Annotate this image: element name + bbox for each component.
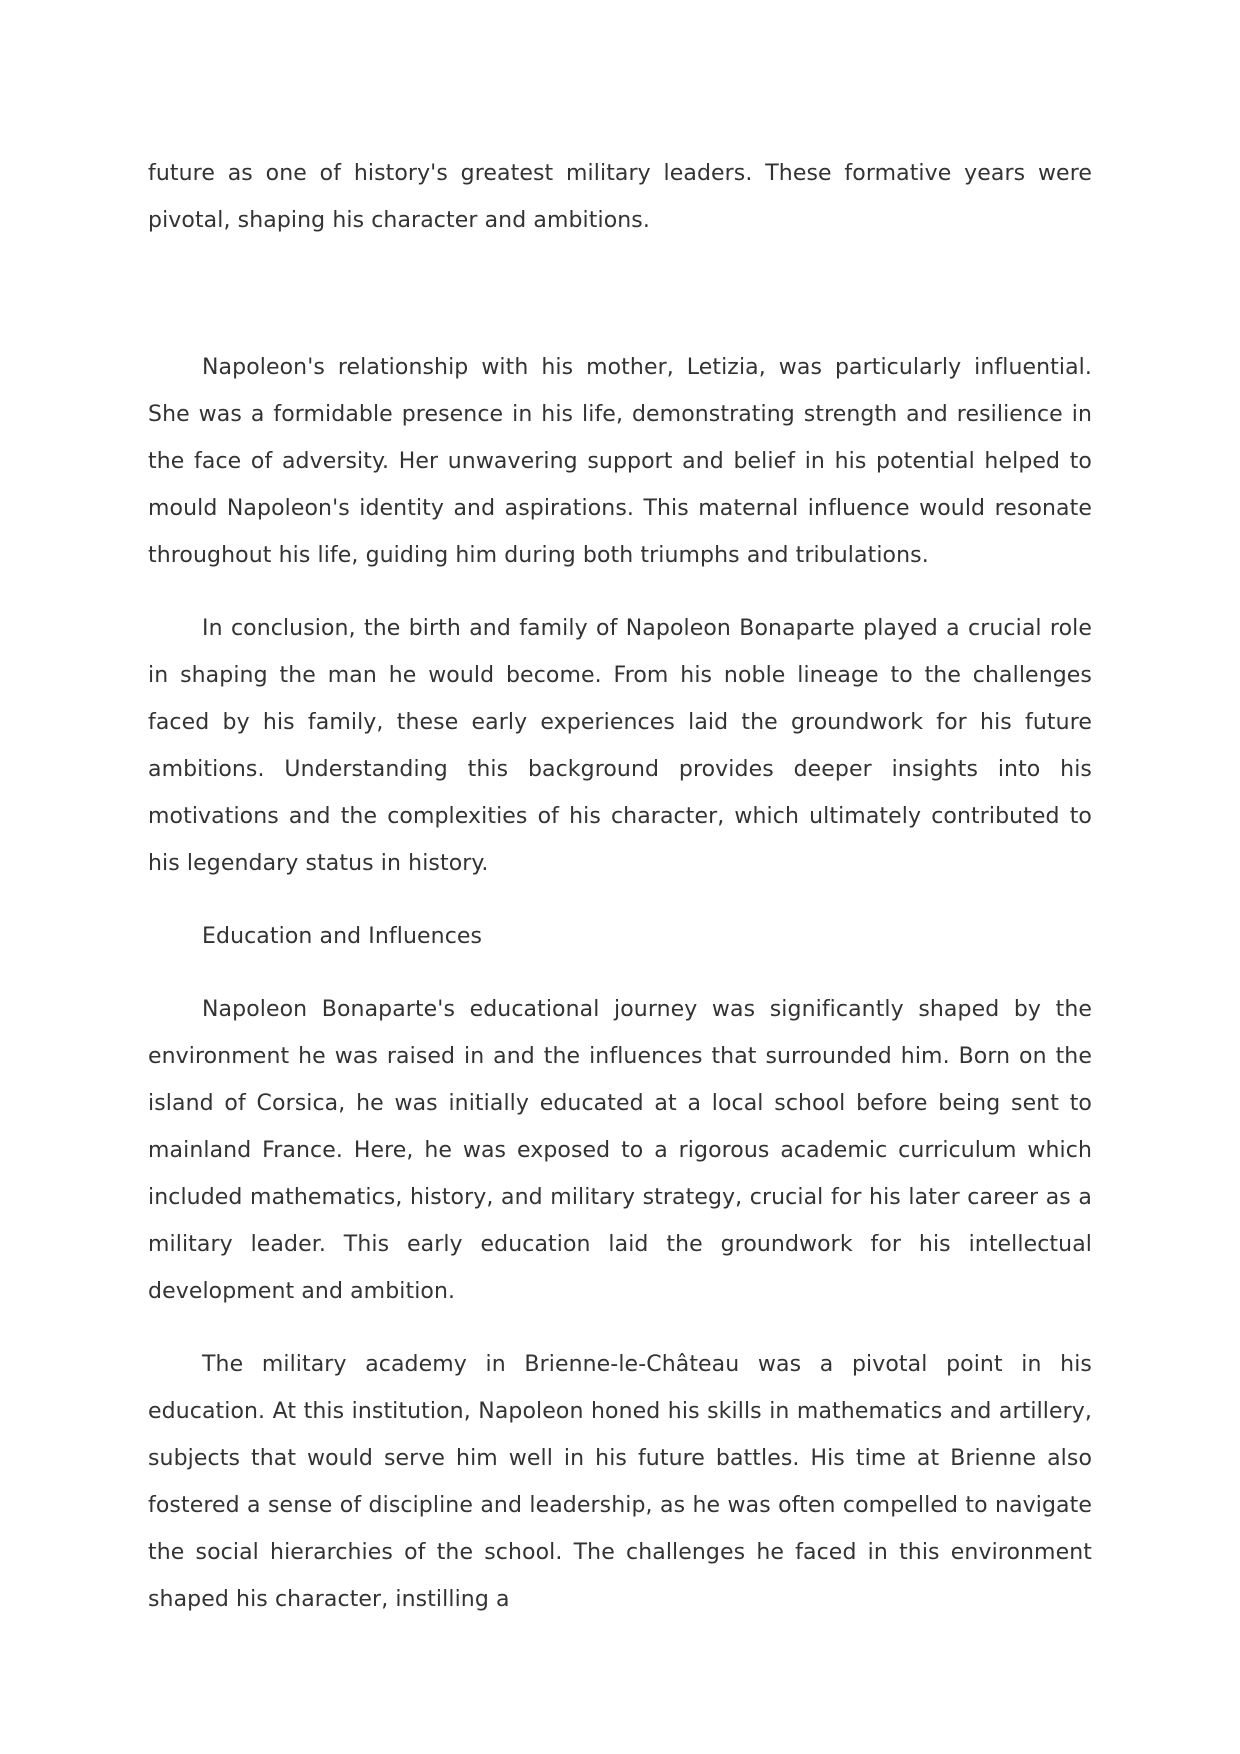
section-heading: Education and Influences (202, 924, 483, 949)
paragraph-education: Napoleon Bonaparte's educational journey was significantly shaped by the environment he was raised in and the influences that surrounded him. Born on the island of Corsica, he was initially educated at a local school before being sent to mainland France. Here, he was exposed to a rigorous academic curriculum which included mathematics, history, and military strategy, crucial for his later career as a military leader. This early education laid the groundwork for his intellectual development and ambition. (148, 997, 1092, 1304)
paragraph-conclusion: In conclusion, the birth and family of Napoleon Bonaparte played a crucial role in shaping the man he would become. From his noble lineage to the challenges faced by his family, these early experiences laid the groundwork for his future ambitions. Understanding this background provides deeper insights into his motivations and the complexities of his character, which ultimately contributed to his legendary status in history. (148, 616, 1092, 876)
paragraph-continuation: future as one of history's greatest military leaders. These formative years were pivotal, shaping his character and ambitions. (148, 161, 1092, 233)
paragraph-mother-influence: Napoleon's relationship with his mother, Letizia, was particularly influential. She was a formidable presence in his life, demonstrating strength and resilience in the face of adversity. Her unwavering support and belief in his potential helped to mould Napoleon's identity and aspirations. This maternal influence would resonate throughout his life, guiding him during both triumphs and tribulations. (148, 355, 1092, 568)
body-text (148, 150, 1092, 1623)
paragraph-military-academy: The military academy in Brienne-le-Château was a pivotal point in his education. At this institution, Napoleon honed his skills in mathematics and artillery, subjects that would serve him well in his future battles. His time at Brienne also fostered a sense of discipline and leadership, as he was often compelled to navigate the social hierarchies of the school. The challenges he faced in this environment shaped his character, instilling a (148, 1352, 1092, 1612)
